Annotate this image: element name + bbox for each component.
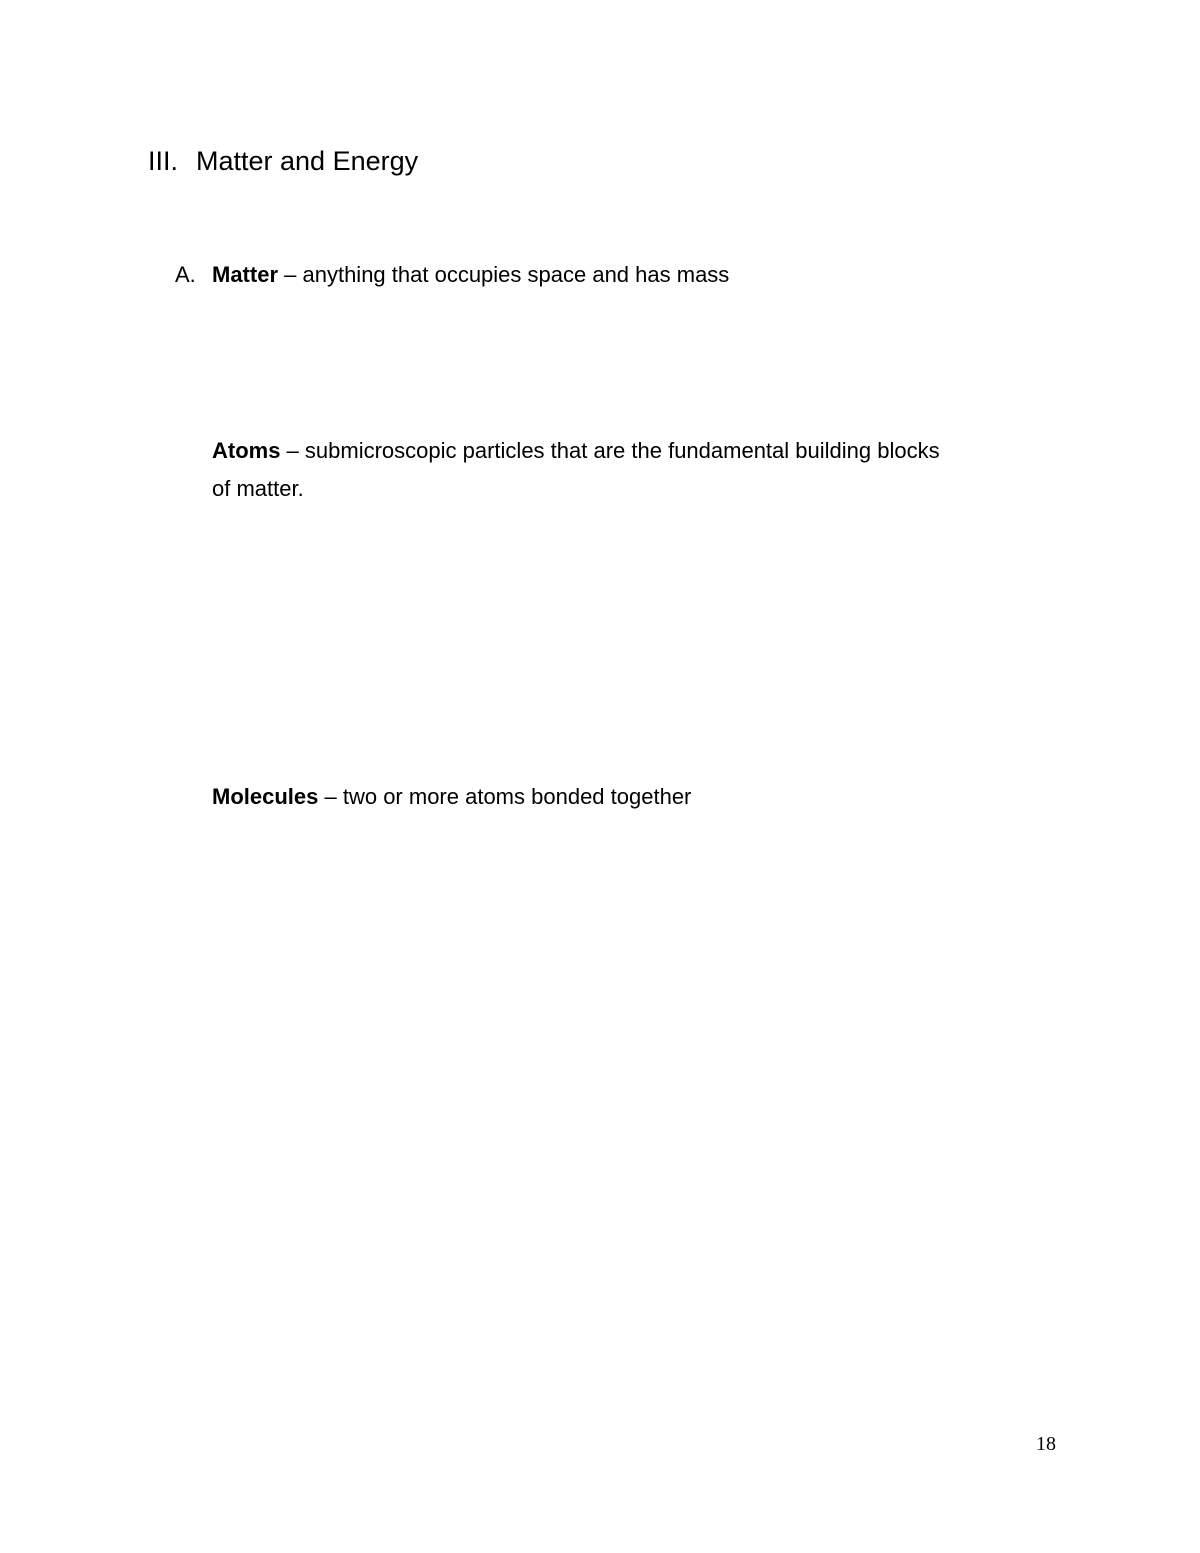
- definition-matter: [212, 256, 729, 294]
- definition-matter-text: anything that occupies space and has mass: [302, 262, 730, 287]
- definition-dash: –: [318, 784, 343, 809]
- section-numeral: III.: [148, 146, 179, 176]
- section-title: Matter and Energy: [196, 146, 419, 176]
- definition-molecules: [212, 778, 691, 816]
- list-marker-a: A.: [175, 262, 196, 287]
- section-heading: [148, 143, 418, 179]
- definition-dash: –: [280, 438, 305, 463]
- term-atoms: Atoms: [212, 438, 281, 463]
- definition-dash: –: [278, 262, 303, 287]
- definition-atoms: [212, 432, 940, 508]
- definition-atoms-text-continued: of matter.: [212, 476, 304, 501]
- definition-molecules-text: two or more atoms bonded together: [342, 784, 692, 809]
- term-molecules: Molecules: [212, 784, 319, 809]
- definition-atoms-text: submicroscopic particles that are the fundamental building blocks: [304, 438, 940, 463]
- page-number: 18: [1036, 1433, 1056, 1455]
- term-matter: Matter: [212, 262, 279, 287]
